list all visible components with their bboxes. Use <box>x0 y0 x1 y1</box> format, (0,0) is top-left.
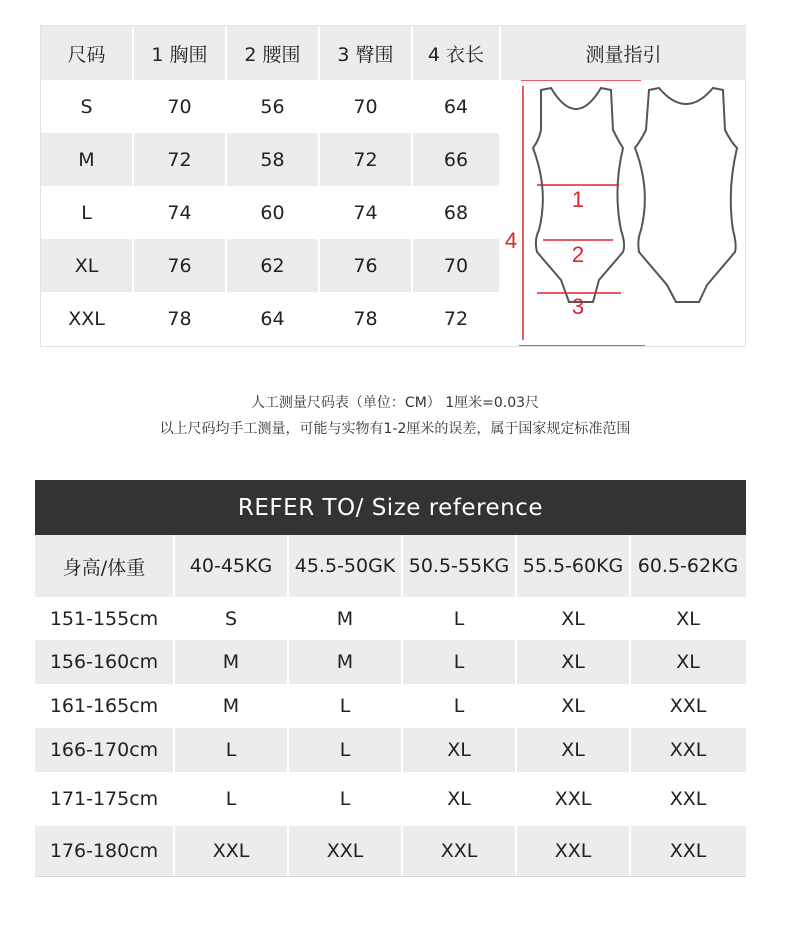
table-row <box>41 292 501 345</box>
table-cell: XL <box>676 651 700 673</box>
table-cell: L <box>175 772 289 826</box>
table-cell: 72 <box>320 133 413 186</box>
bodysuit-measurement-diagram <box>501 80 746 346</box>
table-cell: 68 <box>413 186 501 239</box>
bodysuit-back-icon <box>635 88 737 302</box>
table-cell: 74 <box>134 186 227 239</box>
table-row <box>35 826 746 876</box>
size-reference-table <box>35 480 746 877</box>
header-cell: 55.5-60KG <box>517 535 631 597</box>
table-cell: 151-155cm <box>35 597 175 640</box>
measurement-disclaimer: 以上尺码均手工测量，可能与实物有1-2厘米的误差，属于国家规定标准范围 <box>159 421 631 437</box>
table-header-row <box>35 535 746 597</box>
table-cell: XXL <box>517 826 631 876</box>
table-cell: XXL <box>669 695 707 717</box>
table-cell: 66 <box>413 133 501 186</box>
table-cell: 70 <box>134 80 227 133</box>
table-row <box>41 239 501 292</box>
table-cell: 166-170cm <box>35 728 175 772</box>
table-cell: XL <box>517 597 631 640</box>
header-cell: 45.5-50GK <box>289 535 403 597</box>
table-row <box>35 684 746 728</box>
table-cell: XXL <box>669 840 707 862</box>
header-cell: 3 臀围 <box>320 26 413 80</box>
hip-label: 3 <box>571 294 585 319</box>
table-cell: M <box>175 640 289 684</box>
table-cell: XL <box>517 640 631 684</box>
table-cell: 62 <box>227 239 320 292</box>
table-cell: XXL <box>669 788 707 810</box>
measurement-size-table <box>40 25 746 347</box>
header-cell: 60.5-62KG <box>637 555 739 577</box>
header-cell: 40-45KG <box>175 535 289 597</box>
table-cell: 72 <box>134 133 227 186</box>
table-header-row <box>41 26 501 80</box>
table-cell: 64 <box>227 292 320 345</box>
table-cell: 78 <box>134 292 227 345</box>
table-cell: L <box>403 640 517 684</box>
table-row <box>35 772 746 826</box>
table-cell: L <box>289 684 403 728</box>
header-cell: 50.5-55KG <box>403 535 517 597</box>
header-cell: 1 胸围 <box>134 26 227 80</box>
table-cell: L <box>41 186 134 239</box>
header-cell: 2 腰围 <box>227 26 320 80</box>
length-label: 4 <box>504 228 518 253</box>
table-cell: XXL <box>669 739 707 761</box>
table-cell: 78 <box>320 292 413 345</box>
table-cell: S <box>41 80 134 133</box>
table-cell: L <box>403 597 517 640</box>
waist-label: 2 <box>571 242 585 267</box>
table-cell: 161-165cm <box>35 684 175 728</box>
table-row <box>41 80 501 133</box>
table-cell: 60 <box>227 186 320 239</box>
table-cell: XXL <box>41 292 134 345</box>
table-cell: 58 <box>227 133 320 186</box>
table-cell: 64 <box>413 80 501 133</box>
table-cell: XL <box>517 684 631 728</box>
measurement-guide-header: 测量指引 <box>501 26 746 80</box>
table-cell: XXL <box>517 772 631 826</box>
table-cell: XL <box>403 728 517 772</box>
table-cell: 72 <box>413 292 501 345</box>
table-row <box>41 186 501 239</box>
header-cell: 尺码 <box>41 26 134 80</box>
table-cell: 56 <box>227 80 320 133</box>
table-cell: XL <box>403 772 517 826</box>
table-cell: M <box>289 597 403 640</box>
header-cell: 身高/体重 <box>35 535 175 597</box>
table-cell: L <box>289 772 403 826</box>
table-cell: XL <box>676 607 700 630</box>
table-cell: M <box>175 684 289 728</box>
table-cell: XXL <box>289 826 403 876</box>
table-cell: XL <box>517 728 631 772</box>
header-cell: 4 衣长 <box>413 26 501 80</box>
table-cell: XL <box>41 239 134 292</box>
table-cell: 76 <box>134 239 227 292</box>
table-cell: 171-175cm <box>35 772 175 826</box>
table-row <box>41 133 501 186</box>
table-row <box>35 640 746 684</box>
table-cell: L <box>403 684 517 728</box>
table-cell: M <box>289 640 403 684</box>
table-cell: 76 <box>320 239 413 292</box>
table-cell: L <box>289 728 403 772</box>
table-cell: 70 <box>413 239 501 292</box>
table-cell: 156-160cm <box>35 640 175 684</box>
table-cell: 70 <box>320 80 413 133</box>
table-cell: M <box>41 133 134 186</box>
table-cell: 74 <box>320 186 413 239</box>
table-cell: S <box>175 597 289 640</box>
table-cell: XXL <box>403 826 517 876</box>
table-cell: 176-180cm <box>35 826 175 876</box>
table-cell: L <box>175 728 289 772</box>
table-cell: XXL <box>175 826 289 876</box>
measurement-note: 人工测量尺码表（单位：CM） 1厘米=0.03尺 <box>250 395 540 411</box>
size-reference-title: REFER TO/ Size reference <box>35 480 746 535</box>
table-row <box>35 597 746 640</box>
chest-label: 1 <box>571 187 585 212</box>
table-row <box>35 728 746 772</box>
